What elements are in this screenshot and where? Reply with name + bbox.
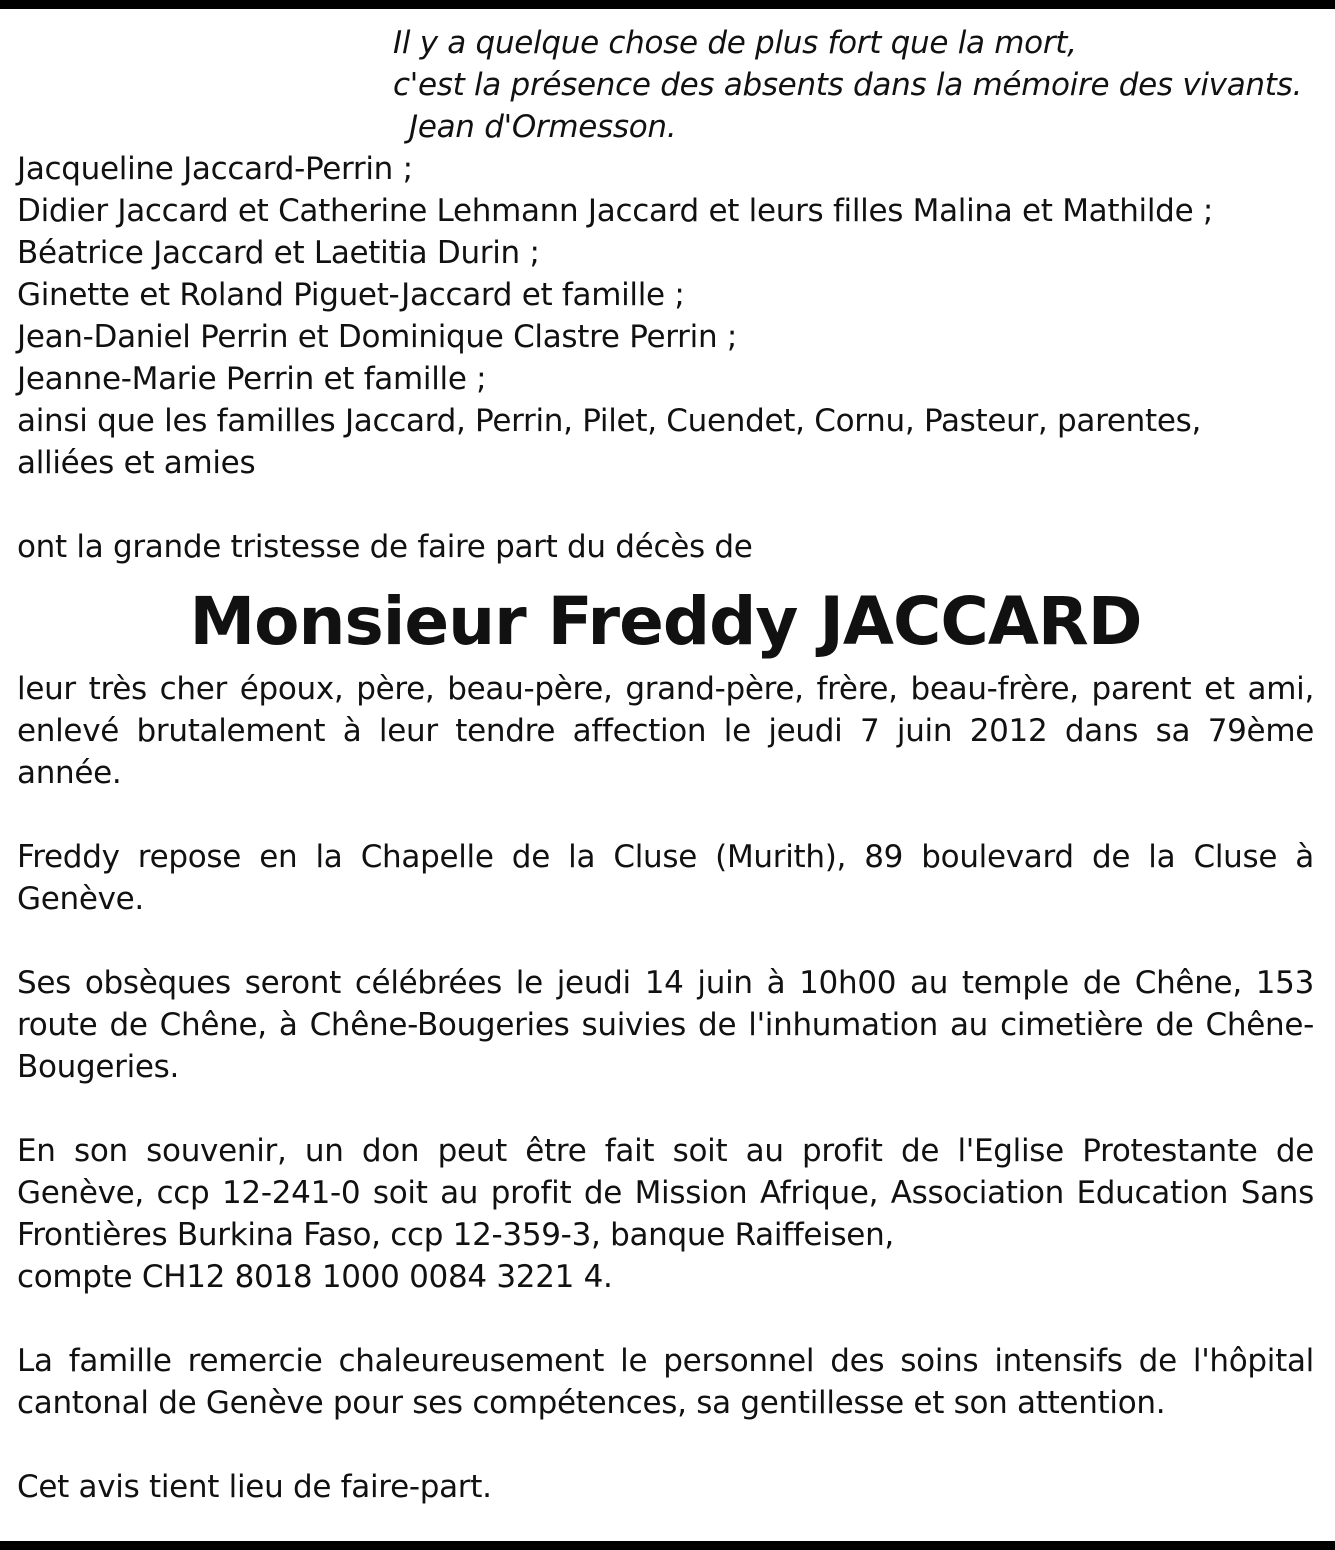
epigraph-quote	[393, 22, 1314, 148]
bottom-border-rule	[0, 1541, 1335, 1550]
top-border-rule	[0, 0, 1335, 9]
funeral-paragraph: Ses obsèques seront célébrées le jeudi 14 juin à 10h00 au temple de Chêne, 153 route de Chêne, à Chêne-Bougeries suivies de l'inhumation au cimetière de Chêne-Bougeries.	[17, 965, 1314, 1085]
bank-account: compte CH12 8018 1000 0084 3221 4.	[17, 1259, 613, 1295]
announcement-intro: ont la grande tristesse de faire part du décès de	[17, 529, 753, 565]
family-member: alliées et amies	[17, 445, 256, 481]
quote-author: Jean d'Ormesson.	[409, 109, 677, 145]
family-member: Béatrice Jaccard et Laetitia Durin ;	[17, 235, 540, 271]
family-member: Ginette et Roland Piguet-Jaccard et famille ;	[17, 277, 685, 313]
family-list	[17, 148, 1314, 484]
thanks-paragraph: La famille remercie chaleureusement le personnel des soins intensifs de l'hôpital cantonal de Genève pour ses compétences, sa gentillesse et son attention.	[17, 1343, 1314, 1421]
family-member: ainsi que les familles Jaccard, Perrin, Pilet, Cuendet, Cornu, Pasteur, parentes,	[17, 403, 1202, 439]
donation-paragraph: En son souvenir, un don peut être fait soit au profit de l'Eglise Protestante de Genève, ccp 12-241-0 soit au profit de Mission Afrique, Association Education Sans Frontières Burkina Faso, ccp 12-359-3, banque Raiffeisen,	[17, 1133, 1314, 1253]
closing-note: Cet avis tient lieu de faire-part.	[17, 1469, 492, 1505]
deceased-name: Monsieur Freddy JACCARD	[189, 583, 1142, 660]
relation-paragraph: leur très cher époux, père, beau-père, grand-père, frère, beau-frère, parent et ami, enlevé brutalement à leur tendre affection le jeudi 7 juin 2012 dans sa 79ème année.	[17, 671, 1314, 791]
family-member: Jacqueline Jaccard-Perrin ;	[17, 151, 413, 187]
family-member: Jean-Daniel Perrin et Dominique Clastre Perrin ;	[17, 319, 737, 355]
family-member: Jeanne-Marie Perrin et famille ;	[17, 361, 487, 397]
obituary-notice	[17, 22, 1314, 1508]
family-member: Didier Jaccard et Catherine Lehmann Jaccard et leurs filles Malina et Mathilde ;	[17, 193, 1214, 229]
quote-line-1: Il y a quelque chose de plus fort que la mort,	[393, 25, 1077, 61]
quote-line-2: c'est la présence des absents dans la mémoire des vivants.	[393, 67, 1303, 103]
rest-location-paragraph: Freddy repose en la Chapelle de la Cluse (Murith), 89 boulevard de la Cluse à Genève.	[17, 839, 1314, 917]
donation-section	[17, 1130, 1314, 1298]
